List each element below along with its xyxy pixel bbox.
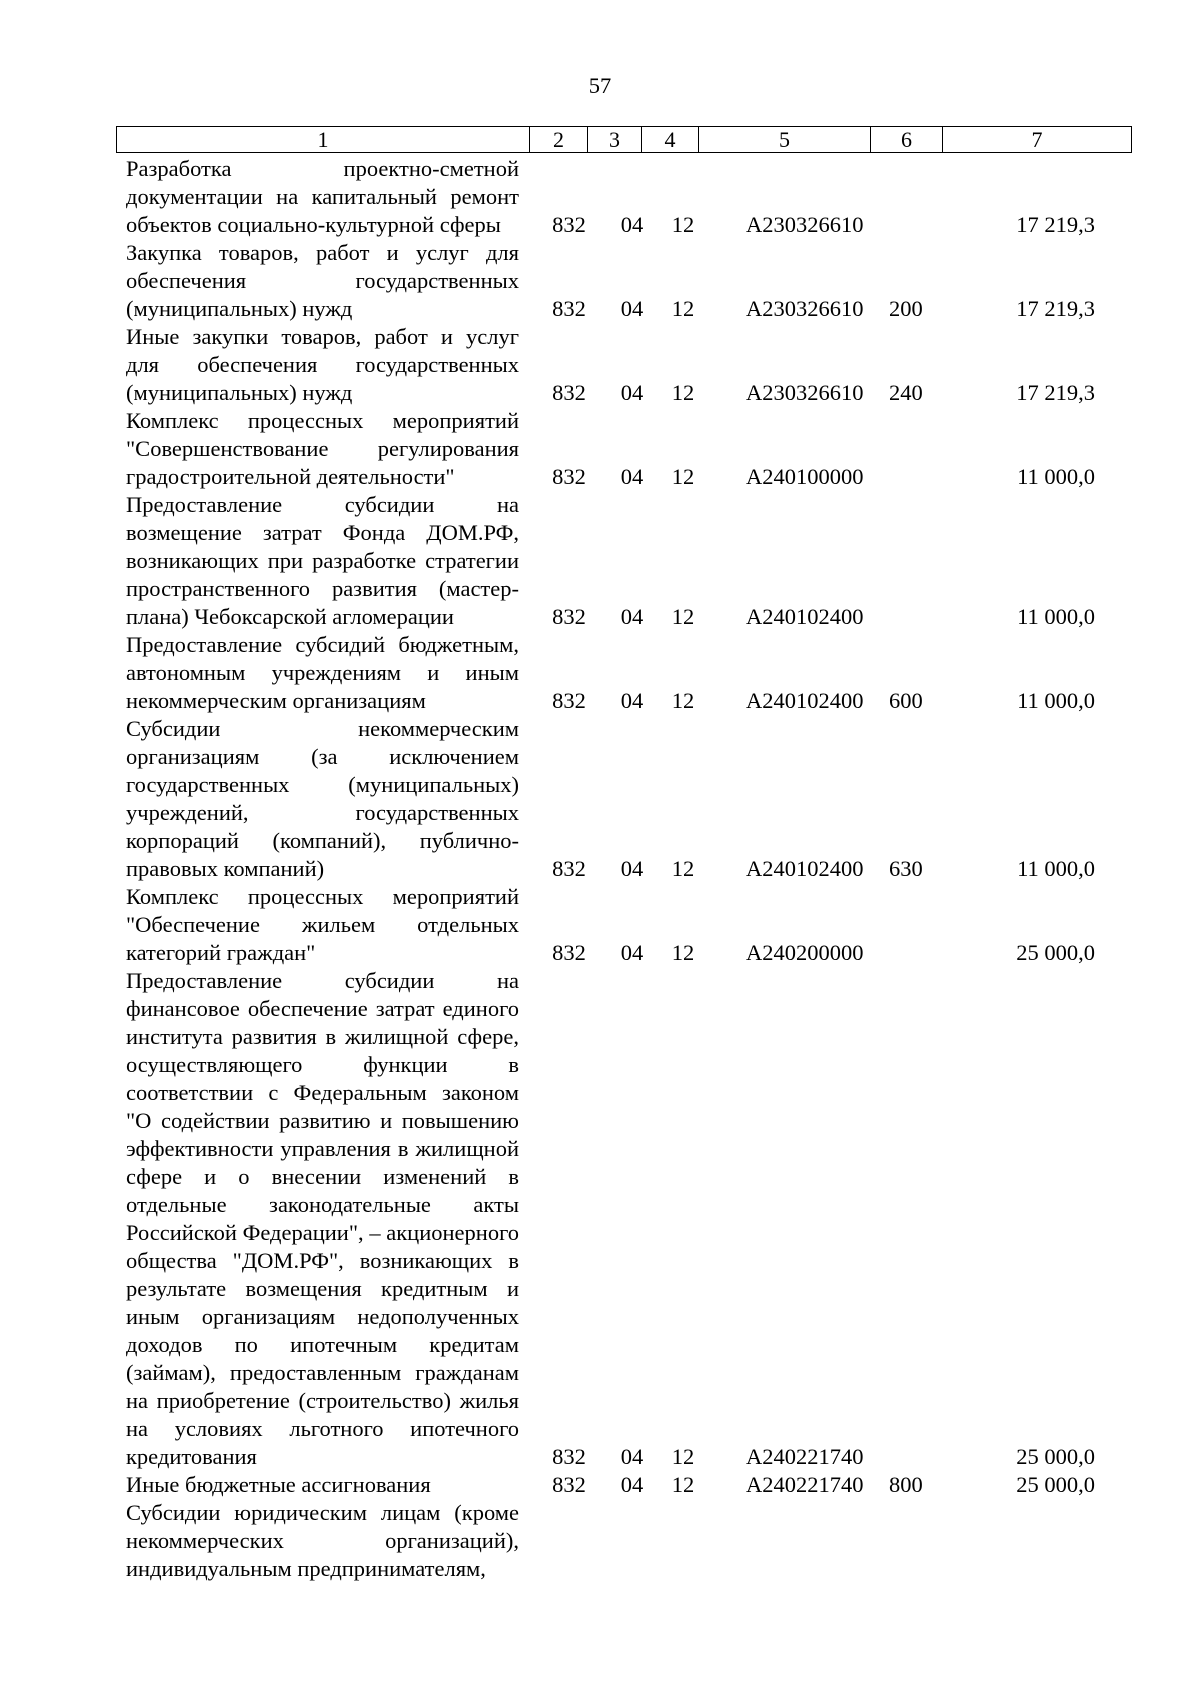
row-col-3: 04 xyxy=(620,1472,644,1497)
table-row xyxy=(126,967,1131,1471)
header-col-2: 2 xyxy=(530,127,588,153)
header-col-4: 4 xyxy=(642,127,699,153)
row-col-4: 12 xyxy=(671,296,695,321)
row-col-3: 04 xyxy=(620,940,644,965)
row-col-5: А240200000 xyxy=(746,940,864,965)
row-col-2: 832 xyxy=(552,380,586,405)
row-col-2: 832 xyxy=(552,604,586,629)
row-description: Разработка проектно-сметной документации на капитальный ремонт объектов социально-культурной сферы xyxy=(126,156,519,237)
row-description: Иные бюджетные ассигнования xyxy=(126,1472,431,1497)
row-col-7: 11 000,0 xyxy=(1017,604,1095,629)
row-col-4: 12 xyxy=(671,940,695,965)
row-col-4: 12 xyxy=(671,1472,695,1497)
row-col-4: 12 xyxy=(671,604,695,629)
row-col-3: 04 xyxy=(620,688,644,713)
header-col-5: 5 xyxy=(699,127,871,153)
header-col-7: 7 xyxy=(943,127,1132,153)
table-row xyxy=(126,491,1131,631)
table-row xyxy=(126,883,1131,967)
table-body xyxy=(126,155,1131,1583)
row-col-4: 12 xyxy=(671,688,695,713)
row-col-4: 12 xyxy=(671,380,695,405)
table-row xyxy=(126,631,1131,715)
table-header xyxy=(116,126,1132,153)
header-col-6: 6 xyxy=(871,127,943,153)
row-col-6: 600 xyxy=(889,688,923,713)
row-col-3: 04 xyxy=(620,380,644,405)
row-col-7: 17 219,3 xyxy=(1016,212,1095,237)
row-col-3: 04 xyxy=(620,296,644,321)
table-row xyxy=(126,239,1131,323)
table-row xyxy=(126,323,1131,407)
row-col-7: 25 000,0 xyxy=(1016,1472,1095,1497)
row-col-3: 04 xyxy=(620,212,644,237)
row-col-5: А230326610 xyxy=(746,380,864,405)
row-description: Предоставление субсидии на возмещение затрат Фонда ДОМ.РФ, возникающих при разработке стратегии пространственного развития (мастер-плана) Чебоксарской агломерации xyxy=(126,492,519,629)
row-col-5: А230326610 xyxy=(746,296,864,321)
row-col-6: 200 xyxy=(889,296,923,321)
row-col-7: 11 000,0 xyxy=(1017,688,1095,713)
row-col-6: 800 xyxy=(889,1472,923,1497)
row-col-5: А240221740 xyxy=(746,1444,864,1469)
row-col-5: А240102400 xyxy=(746,856,864,881)
row-col-7: 25 000,0 xyxy=(1016,940,1095,965)
row-description: Комплекс процессных мероприятий "Обеспечение жильем отдельных категорий граждан" xyxy=(126,884,519,965)
row-col-4: 12 xyxy=(671,856,695,881)
row-col-3: 04 xyxy=(620,1444,644,1469)
header-col-3: 3 xyxy=(588,127,642,153)
row-col-4: 12 xyxy=(671,1444,695,1469)
row-col-2: 832 xyxy=(552,464,586,489)
row-col-4: 12 xyxy=(671,464,695,489)
row-col-2: 832 xyxy=(552,688,586,713)
row-description: Предоставление субсидии на финансовое обеспечение затрат единого института развития в жилищной сфере, осуществляющего функции в соответствии с Федеральным законом "О содействии развитию и повышению эффективности управления в жилищной сфере и о внесении изменений в отдельные законодательные акты Российской Федерации", – акционерного общества "ДОМ.РФ", возникающих в результате возмещения кредитным и иным организациям недополученных доходов по ипотечным кредитам (займам), предоставленным гражданам на приобретение (строительство) жилья на условиях льготного ипотечного кредитования xyxy=(126,968,519,1469)
row-col-5: А230326610 xyxy=(746,212,864,237)
table-row xyxy=(126,1471,1131,1499)
row-col-3: 04 xyxy=(620,856,644,881)
table-row xyxy=(126,1499,1131,1583)
table-row xyxy=(126,715,1131,883)
row-description: Субсидии некоммерческим организациям (за исключением государственных (муниципальных) учреждений, государственных корпораций (компаний), публично-правовых компаний) xyxy=(126,716,519,881)
row-col-6: 240 xyxy=(889,380,923,405)
row-col-5: А240102400 xyxy=(746,688,864,713)
row-col-6: 630 xyxy=(889,856,923,881)
page-number: 57 xyxy=(588,73,612,98)
row-col-7: 17 219,3 xyxy=(1016,296,1095,321)
row-col-3: 04 xyxy=(620,464,644,489)
row-col-7: 17 219,3 xyxy=(1016,380,1095,405)
table-row xyxy=(126,155,1131,239)
row-col-5: А240102400 xyxy=(746,604,864,629)
row-col-2: 832 xyxy=(552,856,586,881)
row-col-2: 832 xyxy=(552,940,586,965)
row-description: Иные закупки товаров, работ и услуг для обеспечения государственных (муниципальных) нужд xyxy=(126,324,519,405)
row-col-5: А240221740 xyxy=(746,1472,864,1497)
table-row xyxy=(126,407,1131,491)
header-col-1: 1 xyxy=(117,127,530,153)
row-col-7: 25 000,0 xyxy=(1016,1444,1095,1469)
row-col-2: 832 xyxy=(552,296,586,321)
row-col-2: 832 xyxy=(552,1444,586,1469)
row-col-2: 832 xyxy=(552,212,586,237)
row-col-7: 11 000,0 xyxy=(1017,464,1095,489)
row-description: Субсидии юридическим лицам (кроме некоммерческих организаций), индивидуальным предпринимателям, xyxy=(126,1500,519,1581)
row-description: Комплекс процессных мероприятий "Совершенствование регулирования градостроительной деятельности" xyxy=(126,408,519,489)
row-col-5: А240100000 xyxy=(746,464,864,489)
row-col-7: 11 000,0 xyxy=(1017,856,1095,881)
row-description: Предоставление субсидий бюджетным, автономным учреждениям и иным некоммерческим организациям xyxy=(126,632,519,713)
row-col-3: 04 xyxy=(620,604,644,629)
row-description: Закупка товаров, работ и услуг для обеспечения государственных (муниципальных) нужд xyxy=(126,240,519,321)
row-col-2: 832 xyxy=(552,1472,586,1497)
row-col-4: 12 xyxy=(671,212,695,237)
